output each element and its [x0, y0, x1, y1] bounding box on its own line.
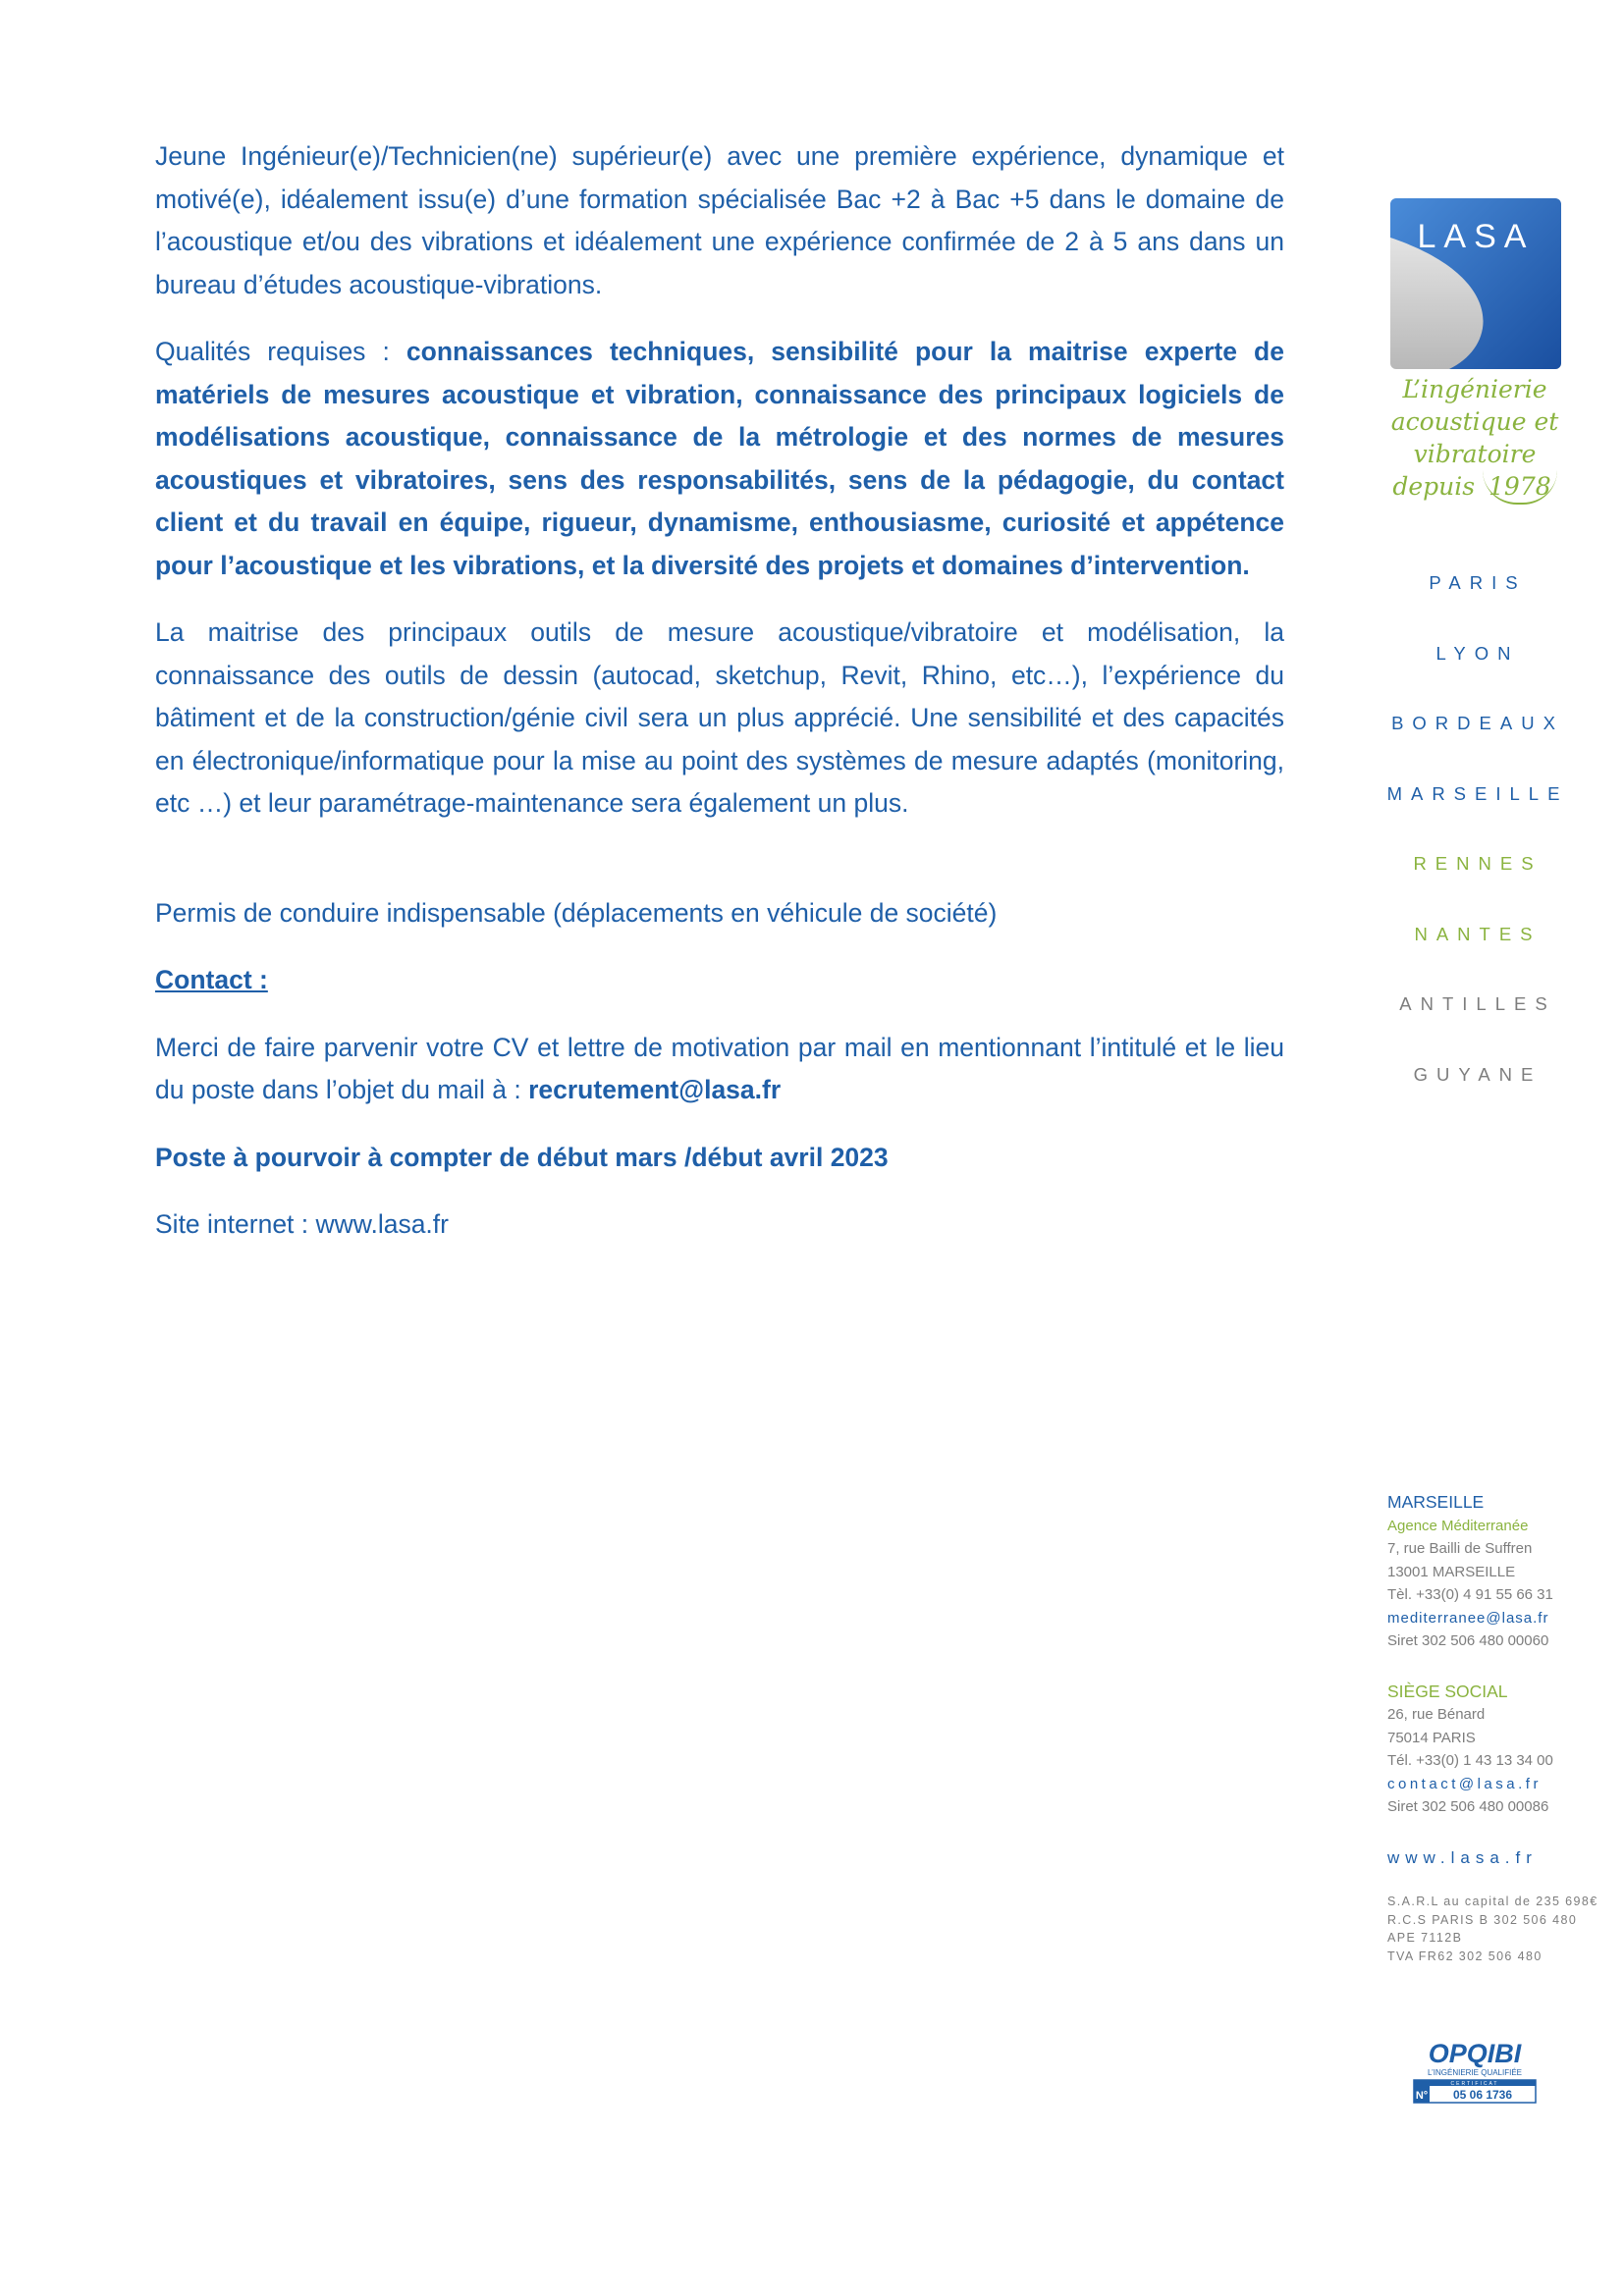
head-office-address-1: 26, rue Bénard: [1387, 1706, 1486, 1723]
contact-heading: Contact :: [155, 965, 268, 994]
apply-text: Merci de faire parvenir votre CV et lettre de motivation par mail en mentionnant l’intitulé et le lieu du poste dans l’objet du mail à :: [155, 1032, 1284, 1104]
legal-line-capital: S.A.R.L au capital de 235 698€: [1387, 1895, 1598, 1908]
lasa-logo: [1390, 198, 1561, 369]
tagline: [1347, 373, 1602, 505]
qualities-list: connaissances techniques, sensibilité pour la maitrise experte de matériels de mesures acoustique et vibration, connaissance des principaux logiciels de modélisations acoustique, connaissance de la métrologie et des normes de mesures acoustiques et vibratoires, sens des responsabilités, sens de la pédagogie, du contact client et du travail en équipe, rigueur, dynamisme, enthousiasme, curiosité et appétence pour l’acoustique et les vibrations, et la diversité des projets et domaines d’intervention.: [155, 337, 1284, 580]
city-nantes: NANTES: [1414, 923, 1542, 944]
paragraph-apply: [155, 1027, 1284, 1112]
head-office-siret: Siret 302 506 480 00086: [1387, 1798, 1549, 1815]
paragraph-start-date: [155, 1137, 1284, 1180]
start-date: Poste à pourvoir à compter de début mars /début avril 2023: [155, 1142, 889, 1172]
city-rennes: RENNES: [1413, 853, 1543, 874]
job-offer-body: [155, 135, 1284, 1271]
city-lyon: LYON: [1435, 642, 1520, 664]
office-addresses: [1387, 1491, 1623, 1965]
head-office: [1387, 1681, 1623, 1819]
tagline-line-1: L’ingénierie: [1402, 375, 1547, 403]
city-guyane: GUYANE: [1413, 1063, 1543, 1085]
legal-line-ape: APE 7112B: [1387, 1931, 1463, 1945]
opqibi-number-label: N°: [1415, 2090, 1429, 2102]
tagline-year: 1978: [1483, 470, 1557, 505]
marseille-subtitle: Agence Méditerranée: [1387, 1517, 1529, 1534]
office-cities-list: [1355, 571, 1600, 1133]
opqibi-certification-logo: [1412, 2037, 1538, 2106]
tagline-prefix: depuis: [1392, 472, 1476, 501]
recruitment-email-link[interactable]: recrutement@lasa.fr: [528, 1075, 782, 1104]
legal-line-rcs: R.C.S PARIS B 302 506 480: [1387, 1912, 1578, 1927]
head-office-address-2: 75014 PARIS: [1387, 1729, 1476, 1746]
marseille-address-2: 13001 MARSEILLE: [1387, 1563, 1516, 1580]
legal-line-tva: TVA FR62 302 506 480: [1387, 1949, 1543, 1963]
opqibi-tagline: L’INGÉNIERIE QUALIFIÉE: [1427, 2068, 1523, 2077]
opqibi-certificate-label: CERTIFICAT: [1450, 2081, 1499, 2087]
marseille-address-1: 7, rue Bailli de Suffren: [1387, 1540, 1533, 1557]
opqibi-certificate-number: 05 06 1736: [1452, 2088, 1513, 2102]
tagline-line-3: [1347, 470, 1602, 505]
city-bordeaux: BORDEAUX: [1391, 713, 1564, 733]
qualities-label: Qualités requises :: [155, 337, 406, 366]
marseille-email-link[interactable]: mediterranee@lasa.fr: [1387, 1609, 1549, 1627]
marseille-office: [1387, 1491, 1623, 1653]
city-antilles: ANTILLES: [1399, 993, 1556, 1014]
paragraph-profile: Jeune Ingénieur(e)/Technicien(ne) supérieur(e) avec une première expérience, dynamique et motivé(e), idéalement issu(e) d’une formation spécialisée Bac +2 à Bac +5 dans le domaine de l’acoustique et/ou des vibrations et idéalement une expérience confirmée de 2 à 5 ans dans un bureau d’études acoustique-vibrations.: [155, 141, 1284, 299]
paragraph-skills: La maitrise des principaux outils de mesure acoustique/vibratoire et modélisation, la connaissance des outils de dessin (autocad, sketchup, Revit, Rhino, etc…), l’expérience du bâtiment et de la construction/génie civil sera un plus apprécié. Une sensibilité et des capacités en électronique/informatique pour la mise au point des systèmes de mesure adaptés (monitoring, etc …) et leur paramétrage-maintenance sera également un plus.: [155, 617, 1284, 818]
paragraph-qualities: [155, 331, 1284, 587]
legal-info: [1387, 1893, 1623, 1965]
website-link[interactable]: www.lasa.fr: [1387, 1847, 1538, 1867]
paragraph-website: Site internet : www.lasa.fr: [155, 1209, 449, 1239]
opqibi-name: OPQIBI: [1428, 2039, 1522, 2068]
head-office-email-link[interactable]: contact@lasa.fr: [1387, 1775, 1542, 1792]
marseille-siret: Siret 302 506 480 00060: [1387, 1632, 1549, 1649]
marseille-phone: Tèl. +33(0) 4 91 55 66 31: [1387, 1586, 1553, 1603]
marseille-title: MARSEILLE: [1387, 1492, 1485, 1512]
logo-text: LASA: [1417, 218, 1535, 255]
city-paris: PARIS: [1429, 572, 1527, 593]
head-office-title: SIÈGE SOCIAL: [1387, 1681, 1508, 1701]
tagline-line-2: acoustique et vibratoire: [1390, 407, 1559, 468]
head-office-phone: Tél. +33(0) 1 43 13 34 00: [1387, 1752, 1553, 1769]
city-marseille: MARSEILLE: [1386, 782, 1569, 804]
paragraph-license: Permis de conduire indispensable (déplacements en véhicule de société): [155, 897, 998, 928]
